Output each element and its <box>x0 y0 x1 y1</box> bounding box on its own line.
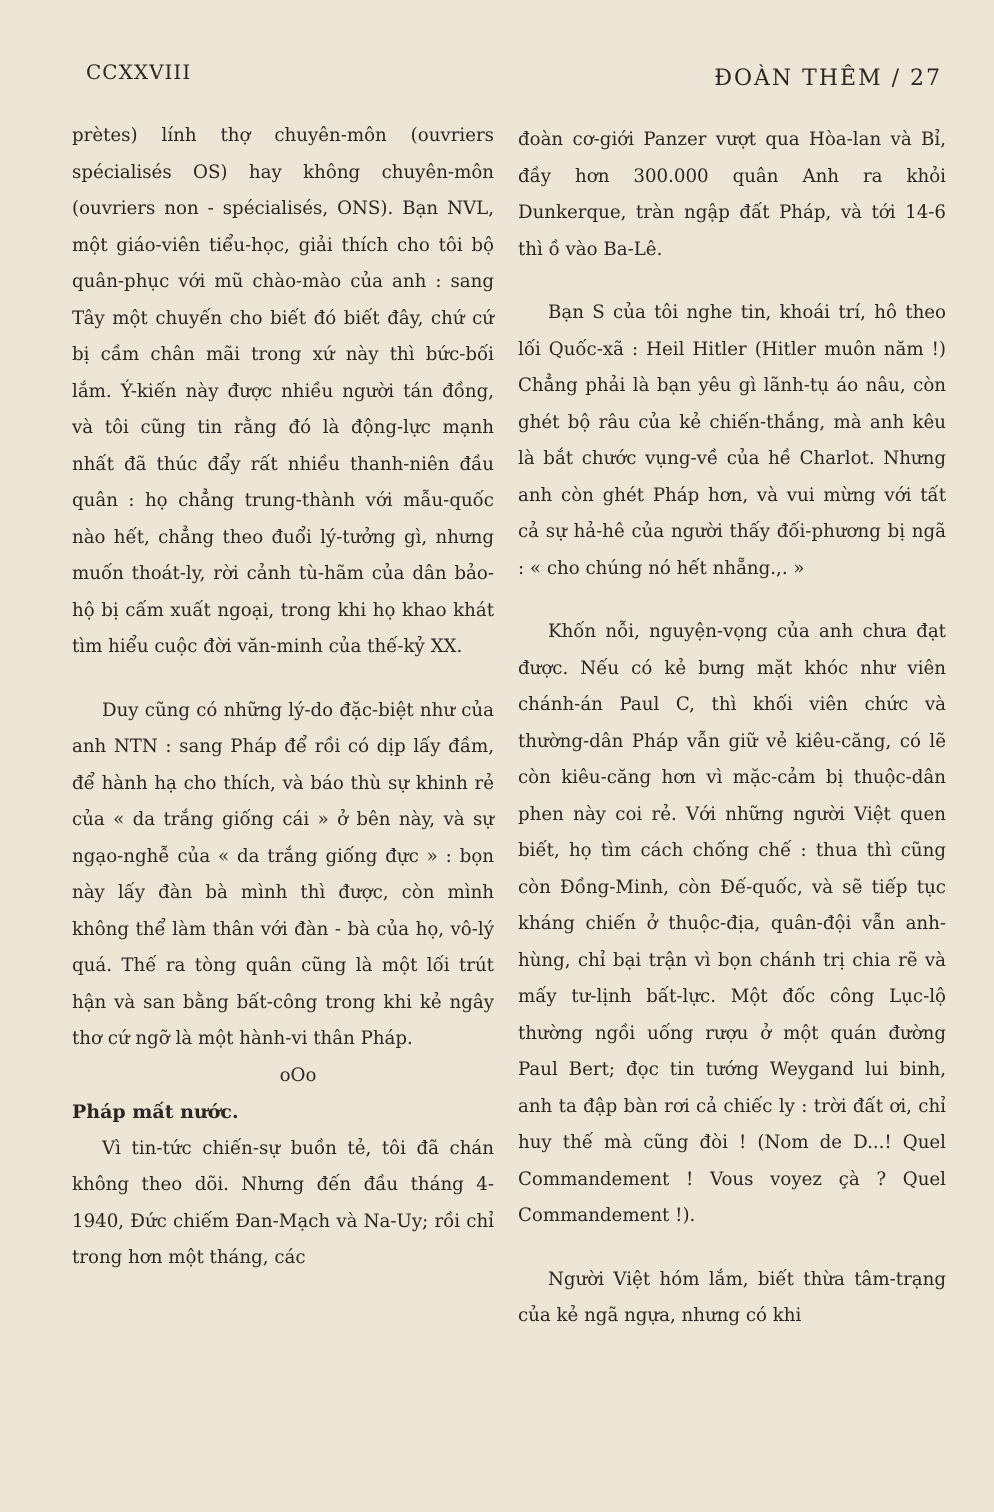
paragraph: Duy cũng có những lý-do đặc-biệt như của anh NTN : sang Pháp để rồi có dịp lấy đầm, để hành hạ cho thích, và báo thù sự khinh rẻ của « da trắng giống cái » ở bên này, và sự ngạo-nghễ của « da trắng giống đực » : bọn này lấy đàn bà mình thì được, còn mình không thể làm thân với đàn - bà của họ, vô-lý quá. Thế ra tòng quân cũng là một lối trút hận và san bằng bất-công trong khi kẻ ngây thơ cứ ngỡ là một hành-vi thân Pháp. <box>72 699 494 1049</box>
paragraph-gap <box>518 587 946 614</box>
paragraph-gap <box>72 666 494 693</box>
paragraph: đoàn cơ-giới Panzer vượt qua Hòa-lan và Bỉ, đầy hơn 300.000 quân Anh ra khỏi Dunkerque, tràn ngập đất Pháp, và tới 14-6 thì ồ vào Ba-Lê. <box>518 129 946 260</box>
paragraph-gap <box>518 268 946 295</box>
paragraph: Khốn nỗi, nguyện-vọng của anh chưa đạt được. Nếu có kẻ bưng mặt khóc như viên chánh-án Paul C, thì khối viên chức và thường-dân Pháp vẫn giữ vẻ kiêu-căng, có lẽ còn kiêu-căng hơn vì mặc-cảm bị thuộc-dân phen này coi rẻ. Với những người Việt quen biết, họ tìm cách chống chế : thua thì cũng còn Đồng-Minh, còn Đế-quốc, và sẽ tiếp tục kháng chiến ở thuộc-địa, quân-đội vẫn anh-hùng, chỉ bại trận vì bọn chánh trị chia rẽ và mấy tư-lịnh bất-lực. Một đốc công Lục-lộ thường ngồi uống rượu ở một quán đường Paul Bert; đọc tin tướng Weygand lui binh, anh ta đập bàn rơi cả chiếc ly : trời đất ơi, chỉ huy thế mà cũng đòi ! (Nom de D...! Quel Commandement ! Vous voyez çà ? Quel Commandement !). <box>518 621 946 1226</box>
paragraph-gap <box>518 1235 946 1262</box>
paragraph: Người Việt hóm lắm, biết thừa tâm-trạng của kẻ ngã ngựa, nhưng có khi <box>518 1268 946 1326</box>
page-title-number: ĐOÀN THÊM / 27 <box>714 66 942 91</box>
right-column <box>518 122 946 1335</box>
paragraph: prètes) lính thợ chuyên-môn (ouvriers spécialisés OS) hay không chuyên-môn (ouvriers non - spécialisés, ONS). Bạn NVL, một giáo-viên tiểu-học, giải thích cho tôi bộ quân-phục với mũ chào-mào của anh : sang Tây một chuyến cho biết đó biết đây, chứ cứ bị cầm chân mãi trong xứ này thì bức-bối lắm. Ý-kiến này được nhiều người tán đồng, và tôi cũng tin rằng đó là động-lực mạnh nhất đã thúc đẩy rất nhiều thanh-niên đầu quân : họ chẳng trung-thành với mẫu-quốc nào hết, chẳng theo đuổi lý-tưởng gì, nhưng muốn thoát-ly, rời cảnh tù-hãm của dân bảo-hộ bị cấm xuất ngoại, trong khi họ khao khát tìm hiểu cuộc đời văn-minh của thế-kỷ XX. <box>72 125 494 657</box>
paragraph: Vì tin-tức chiến-sự buồn tẻ, tôi đã chán không theo dõi. Nhưng đến đầu tháng 4-1940, Đức chiếm Đan-Mạch và Na-Uy; rồi chỉ trong hơn một tháng, các <box>72 1137 494 1268</box>
section-separator: oOo <box>279 1064 317 1086</box>
paragraph: Bạn S của tôi nghe tin, khoái trí, hô theo lối Quốc-xã : Heil Hitler (Hitler muôn năm !) Chẳng phải là bạn yêu gì lãnh-tụ áo nâu, còn ghét bộ râu của kẻ chiến-thắng, mà anh kêu là bắt chước vụng-về của hề Charlot. Nhưng anh còn ghét Pháp hơn, và vui mừng với tất cả sự hả-hê của người thấy đối-phương bị ngã : « cho chúng nó hết nhẵng.,. » <box>518 302 946 579</box>
section-heading: Pháp mất nước. <box>72 1101 239 1123</box>
left-column <box>72 118 494 1277</box>
running-head: CCXXVIII <box>86 60 192 84</box>
